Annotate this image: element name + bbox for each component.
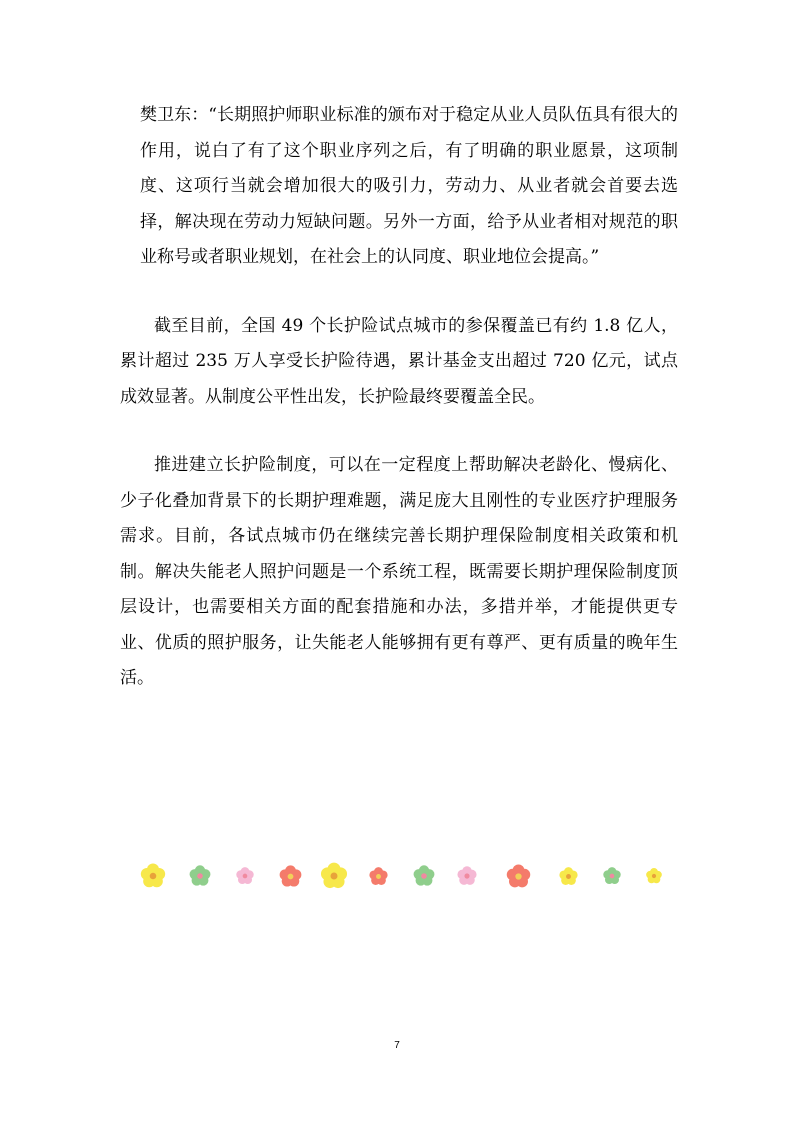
paragraph-policy: 推进建立长护险制度，可以在一定程度上帮助解决老龄化、慢病化、少子化叠加背景下的长期护理难题，满足庞大且刚性的专业医疗护理服务需求。目前，各试点城市仍在继续完善长期护理保险制度相关政策和机制。解决失能老人照护问题是一个系统工程，既需要长期护理保险制度顶层设计，也需要相关方面的配套措施和办法，多措并举，才能提供更专业、优质的照护服务，让失能老人能够拥有更有尊严、更有质量的晚年生活。: [120, 455, 678, 688]
flower-icon: [602, 866, 622, 886]
flower-icon: [139, 862, 167, 890]
flower-icon: [558, 866, 579, 887]
flower-icon: [188, 864, 212, 888]
flower-icon: [319, 861, 349, 891]
flower-icon: [278, 864, 303, 889]
flower-icon: [456, 865, 478, 887]
article-body: [120, 98, 678, 730]
flower-icon: [505, 863, 532, 890]
flower-divider: [0, 856, 794, 896]
flower-icon: [368, 866, 389, 887]
flower-icon: [235, 866, 255, 886]
flower-icon: [645, 867, 663, 885]
page-number: 7: [394, 1040, 400, 1051]
paragraph-statistics: 截至目前，全国 49 个长护险试点城市的参保覆盖已有约 1.8 亿人，累计超过 235 万人享受长护险待遇，累计基金支出超过 720 亿元，试点成效显著。从制度公平性出发，长护险最终要覆盖全民。: [120, 315, 678, 407]
flower-icon: [412, 864, 436, 888]
paragraph-quote: 樊卫东：“长期照护师职业标准的颁布对于稳定从业人员队伍具有很大的作用，说白了有了这个职业序列之后，有了明确的职业愿景，这项制度、这项行当就会增加很大的吸引力，劳动力、从业者就会首要去选择，解决现在劳动力短缺问题。另外一方面，给予从业者相对规范的职业称号或者职业规划，在社会上的认同度、职业地位会提高。”: [140, 105, 678, 267]
